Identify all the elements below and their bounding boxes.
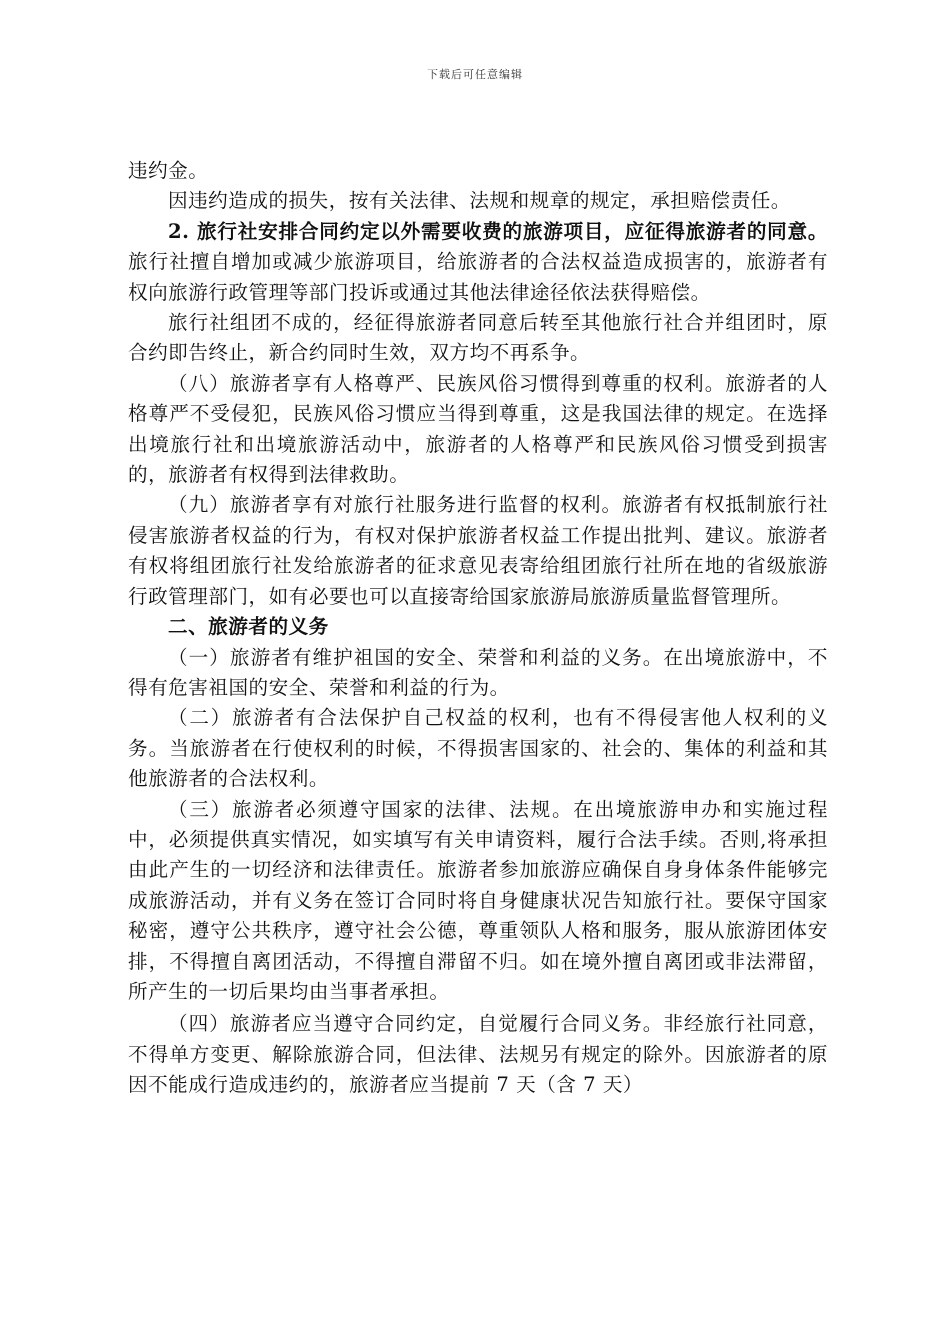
paragraph-extra-items bbox=[128, 217, 828, 308]
paragraph-right-9: （九）旅游者享有对旅行社服务进行监督的权利。旅游者有权抵制旅行社侵害旅游者权益的行为，有权对保护旅游者权益工作提出批判、建议。旅游者有权将组团旅行社发给旅游者的征求意见表寄给组团旅行社所在地的省级旅游行政管理部门，如有必要也可以直接寄给国家旅游局旅游质量监督管理所。 bbox=[128, 493, 828, 608]
paragraph-compensation: 因违约造成的损失，按有关法律、法规和规章的规定，承担赔偿责任。 bbox=[168, 189, 791, 213]
paragraph-duty-4: （四）旅游者应当遵守合同约定，自觉履行合同义务。非经旅行社同意，不得单方变更、解除旅游合同，但法律、法规另有规定的除外。因旅游者的原因不能成行造成违约的，旅游者应当提前 7 天（含 7 天） bbox=[128, 1012, 828, 1097]
paragraph-extra-items-body: 旅行社擅自增加或减少旅游项目，给旅游者的合法权益造成损害的，旅游者有权向旅游行政管理等部门投诉或通过其他法律途径依法获得赔偿。 bbox=[128, 250, 828, 304]
paragraph-penalty: 违约金。 bbox=[128, 159, 209, 182]
paragraph-merge-group: 旅行社组团不成的，经征得旅游者同意后转至其他旅行社合并组团时，原合约即告终止，新合约同时生效，双方均不再系争。 bbox=[128, 311, 828, 365]
section-heading-duties: 二、旅游者的义务 bbox=[168, 615, 329, 639]
paragraph-extra-items-lead: 2. 旅行社安排合同约定以外需要收费的旅游项目，应征得旅游者的同意。 bbox=[168, 219, 828, 243]
paragraph-right-8: （八）旅游者享有人格尊严、民族风俗习惯得到尊重的权利。旅游者的人格尊严不受侵犯，民族风俗习惯应当得到尊重，这是我国法律的规定。在选择出境旅行社和出境旅游活动中，旅游者的人格尊严和民族风俗习惯受到损害的，旅游者有权得到法律救助。 bbox=[128, 371, 828, 487]
document-body bbox=[128, 156, 828, 1101]
paragraph-duty-2: （二）旅游者有合法保护自己权益的权利，也有不得侵害他人权利的义务。当旅游者在行使权利的时候，不得损害国家的、社会的、集体的利益和其他旅游者的合法权利。 bbox=[128, 706, 828, 791]
paragraph-duty-3: （三）旅游者必须遵守国家的法律、法规。在出境旅游申办和实施过程中，必须提供真实情况，如实填写有关申请资料，履行合法手续。否则,将承担由此产生的一切经济和法律责任。旅游者参加旅游应确保自身身体条件能够完成旅游活动，并有义务在签订合同时将自身健康状况告知旅行社。要保守国家秘密，遵守公共秩序，遵守社会公德，尊重领队人格和服务，服从旅游团体安排，不得擅自离团活动，不得擅自滞留不归。如在境外擅自离团或非法滞留，所产生的一切后果均由当事者承担。 bbox=[128, 797, 828, 1003]
paragraph-duty-1: （一）旅游者有维护祖国的安全、荣誉和利益的义务。在出境旅游中，不得有危害祖国的安全、荣誉和利益的行为。 bbox=[128, 645, 828, 699]
page-header-note: 下载后可任意编辑 bbox=[427, 68, 523, 81]
